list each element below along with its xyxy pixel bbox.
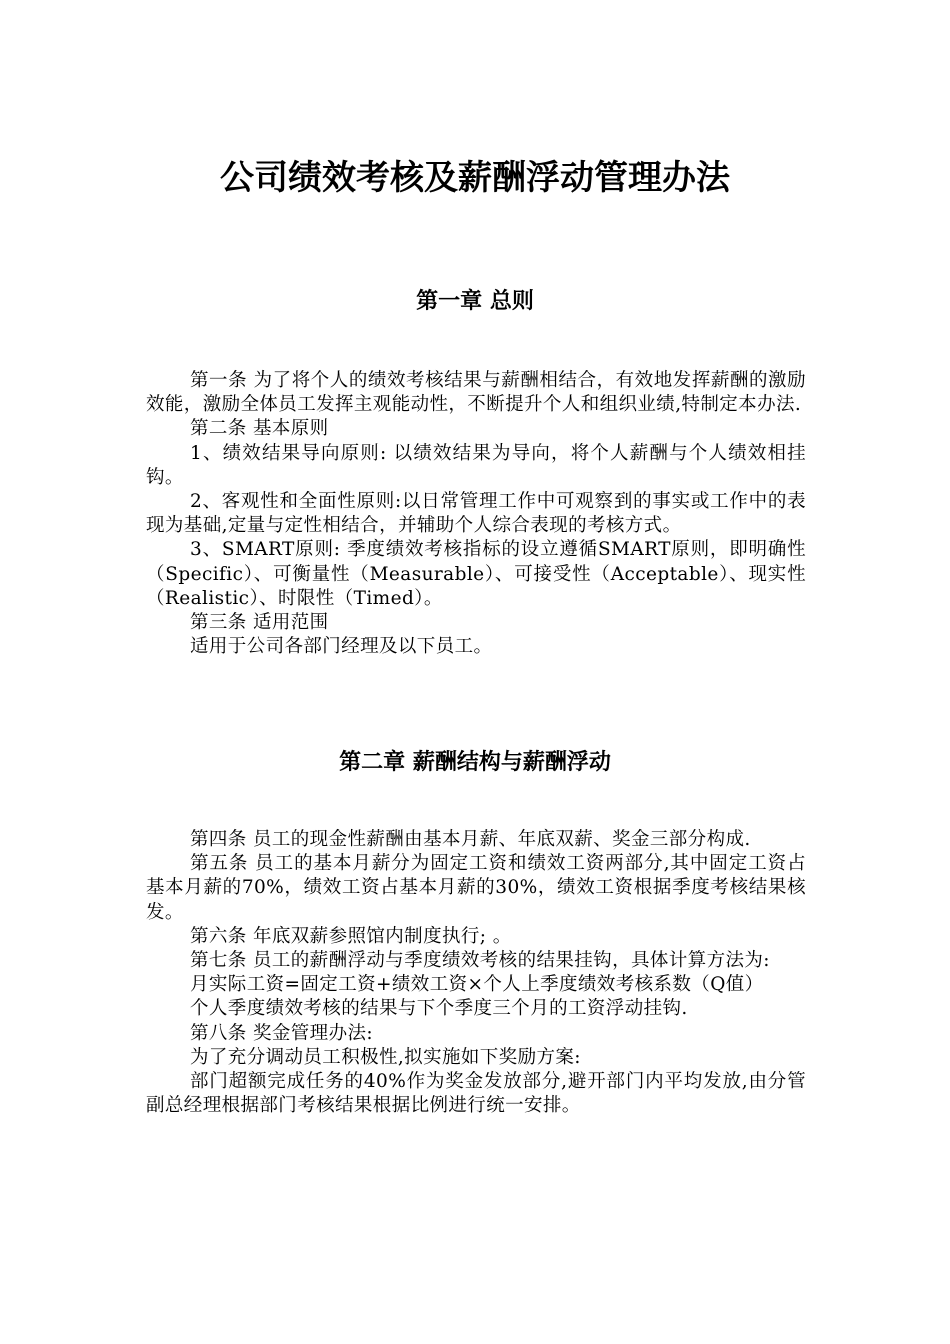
chapter-heading: 第二章 薪酬结构与薪酬浮动 <box>339 750 611 775</box>
document-title: 公司绩效考核及薪酬浮动管理办法 <box>220 158 730 198</box>
principle-paragraph: 3、SMART原则: 季度绩效考核指标的设立遵循SMART原则，即明确性（Specific）、可衡量性（Measurable）、可接受性（Acceptable）、现实性（Realistic）、时限性（Timed）。 <box>146 539 806 609</box>
article-heading: 第三条 适用范围 <box>190 612 329 634</box>
article-paragraph: 第六条 年底双薪参照馆内制度执行; 。 <box>190 925 512 947</box>
principle-paragraph: 1、绩效结果导向原则: 以绩效结果为导向，将个人薪酬与个人绩效相挂钩。 <box>146 442 806 488</box>
article-paragraph: 部门超额完成任务的40%作为奖金发放部分,避开部门内平均发放,由分管副总经理根据部门考核结果根据比例进行统一安排。 <box>146 1071 806 1117</box>
article-paragraph: 为了充分调动员工积极性,拟实施如下奖励方案: <box>190 1046 581 1068</box>
article-paragraph: 第一条 为了将个人的绩效考核结果与薪酬相结合，有效地发挥薪酬的激励效能，激励全体员工发挥主观能动性，不断提升个人和组织业绩,特制定本办法. <box>146 370 806 416</box>
chapter-body <box>146 369 806 659</box>
chapter-body <box>146 828 806 1118</box>
chapter-heading: 第一章 总则 <box>416 289 534 314</box>
article-paragraph: 第五条 员工的基本月薪分为固定工资和绩效工资两部分,其中固定工资占基本月薪的70%，绩效工资占基本月薪的30%，绩效工资根据季度考核结果核发。 <box>146 853 806 923</box>
article-paragraph: 适用于公司各部门经理及以下员工。 <box>190 636 493 658</box>
article-paragraph: 第四条 员工的现金性薪酬由基本月薪、年底双薪、奖金三部分构成. <box>190 829 751 850</box>
article-paragraph: 第七条 员工的薪酬浮动与季度绩效考核的结果挂钩，具体计算方法为: <box>190 950 770 972</box>
article-heading: 第二条 基本原则 <box>190 418 329 440</box>
article-paragraph: 个人季度绩效考核的结果与下个季度三个月的工资浮动挂钩. <box>190 998 688 1020</box>
formula-paragraph: 月实际工资=固定工资+绩效工资×个人上季度绩效考核系数（Q值） <box>190 974 764 996</box>
article-heading: 第八条 奖金管理办法: <box>190 1022 374 1044</box>
principle-paragraph: 2、客观性和全面性原则:以日常管理工作中可观察到的事实或工作中的表现为基础,定量与定性相结合，并辅助个人综合表现的考核方式。 <box>146 491 806 537</box>
